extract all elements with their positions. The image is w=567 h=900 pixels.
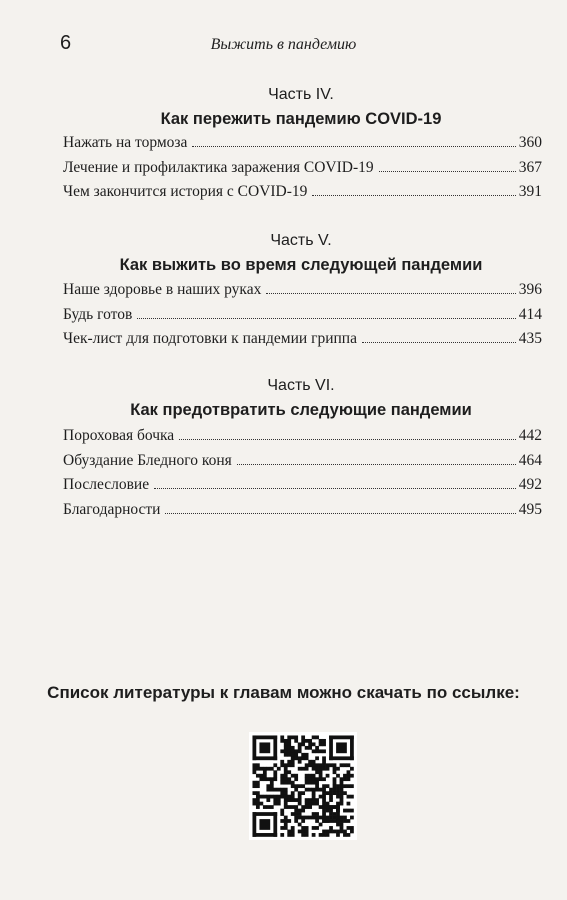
dot-leader — [179, 439, 516, 440]
part-heading — [60, 232, 542, 275]
toc-entry[interactable] — [63, 476, 542, 501]
part-number: Часть V. — [270, 232, 332, 249]
part-number: Часть VI. — [267, 377, 335, 394]
toc-entry-page: 396 — [518, 281, 542, 298]
toc-entry-page: 414 — [518, 305, 542, 323]
toc-entry[interactable] — [63, 159, 542, 184]
toc-list — [63, 427, 542, 525]
part-heading — [60, 377, 542, 420]
toc-entry-label: Лечение и профилактика заражения COVID-19 — [63, 158, 374, 176]
toc-entry-label: Чем закончится история с COVID-19 — [63, 183, 308, 200]
toc-entry-page: 442 — [518, 427, 542, 444]
toc-entry-page: 435 — [518, 330, 542, 347]
toc-list — [63, 281, 542, 355]
toc-entry[interactable] — [63, 501, 542, 526]
toc-entry-label: Пороховая бочка — [63, 427, 175, 444]
toc-entry-page: 360 — [518, 134, 542, 151]
dot-leader — [266, 293, 515, 294]
running-title: Выжить в пандемию — [210, 36, 357, 53]
toc-entry[interactable] — [63, 281, 542, 306]
toc-entry[interactable] — [63, 427, 542, 452]
qr-code-graphic — [249, 732, 357, 840]
part-title: Как пережить пандемию COVID-19 — [160, 110, 442, 128]
toc-list — [63, 134, 542, 208]
toc-entry[interactable] — [63, 330, 542, 355]
toc-entry-page: 367 — [518, 158, 542, 176]
part-number: Часть IV. — [268, 86, 334, 103]
toc-entry-label: Чек-лист для подготовки к пандемии гриппа — [63, 330, 357, 347]
toc-entry-page: 391 — [518, 183, 542, 200]
toc-entry-label: Будь готов — [63, 305, 133, 323]
toc-entry-label: Обуздание Бледного коня — [63, 451, 232, 469]
toc-entry[interactable] — [63, 452, 542, 477]
qr-code-icon[interactable] — [249, 732, 357, 840]
dot-leader — [154, 488, 516, 489]
dot-leader — [312, 195, 515, 196]
toc-entry-page: 464 — [518, 451, 542, 469]
dot-leader — [362, 342, 516, 343]
dot-leader — [165, 513, 515, 514]
toc-entry-page: 495 — [518, 500, 542, 518]
toc-entry-label: Послесловие — [63, 476, 150, 493]
dot-leader — [137, 318, 515, 319]
dot-leader — [237, 464, 516, 465]
dot-leader — [192, 146, 515, 147]
dot-leader — [379, 171, 516, 172]
toc-entry-label: Наше здоровье в наших руках — [63, 281, 262, 298]
toc-entry-label: Благодарности — [63, 500, 161, 518]
toc-entry[interactable] — [63, 306, 542, 331]
toc-entry-label: Нажать на тормоза — [63, 134, 188, 151]
toc-entry[interactable] — [63, 183, 542, 208]
toc-entry-page: 492 — [518, 476, 542, 493]
part-title: Как предотвратить следующие пандемии — [130, 401, 472, 419]
part-title: Как выжить во время следующей пандемии — [119, 256, 483, 274]
toc-entry[interactable] — [63, 134, 542, 159]
page-number: 6 — [60, 32, 72, 54]
part-heading — [60, 86, 542, 129]
literature-download-note: Список литературы к главам можно скачать по ссылке: — [47, 683, 520, 702]
